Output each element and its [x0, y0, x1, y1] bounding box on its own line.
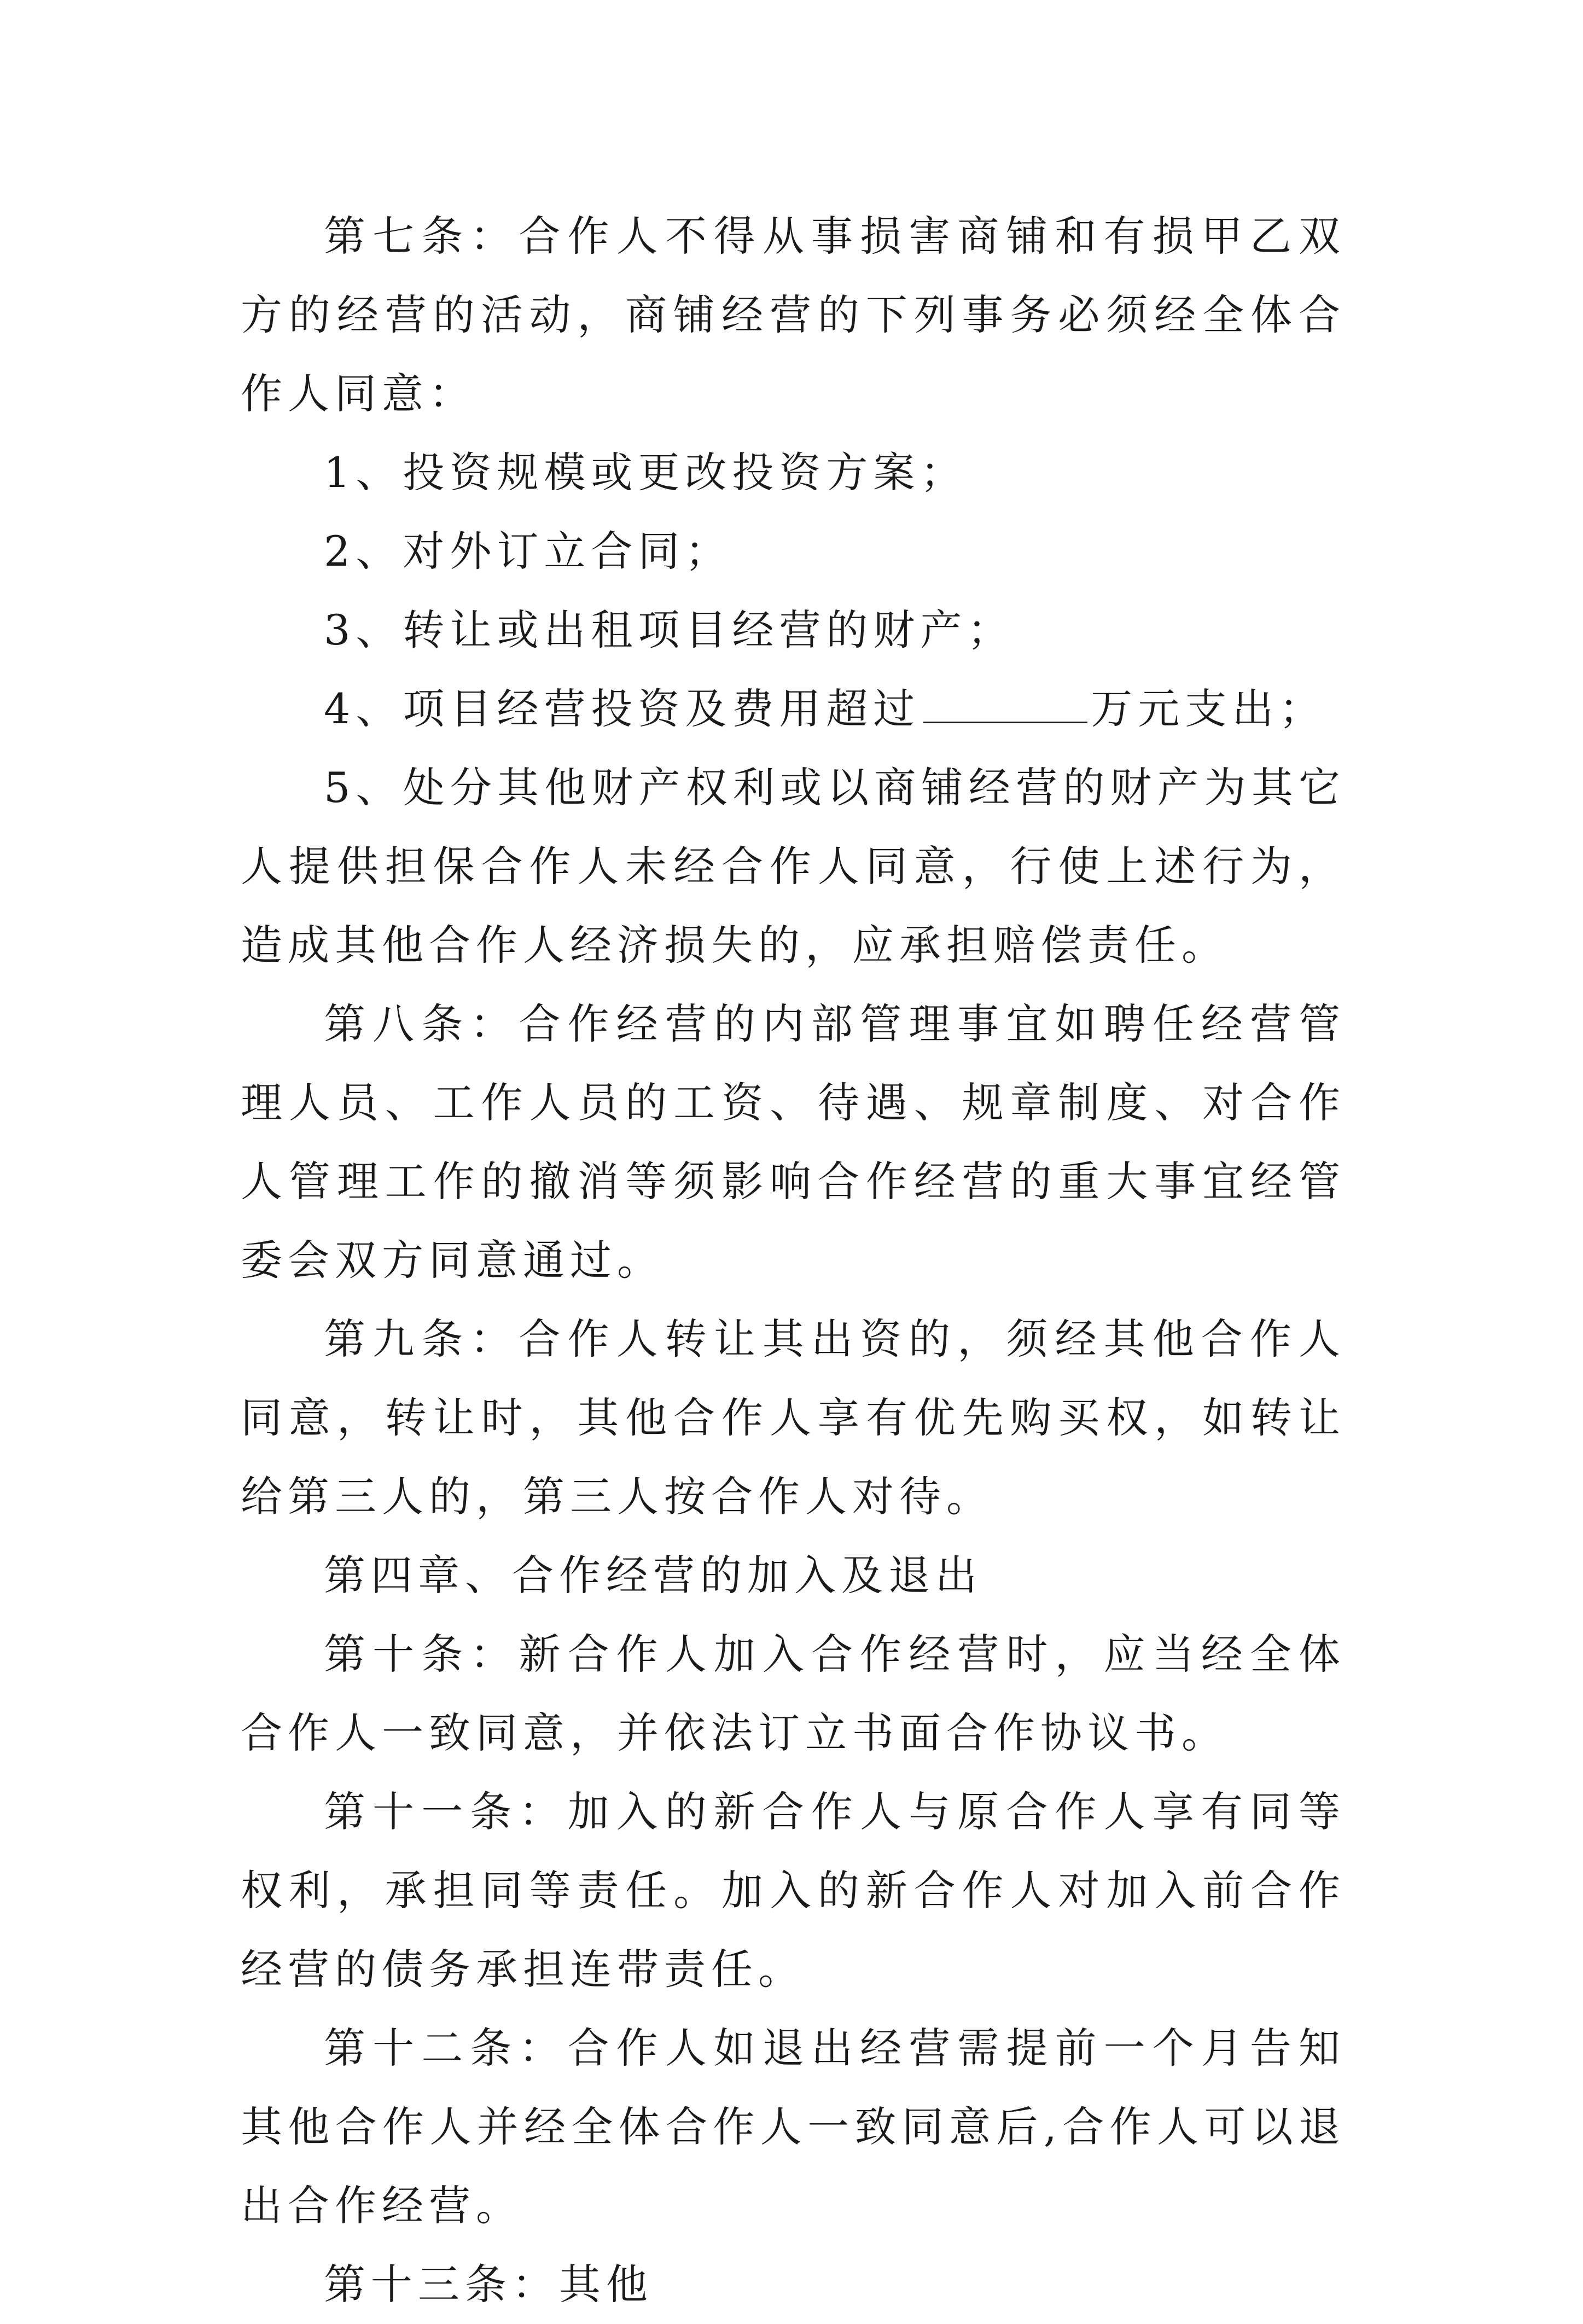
list-item-2: 2、对外订立合同；: [324, 527, 732, 576]
list-item-1: 1、投资规模或更改投资方案；: [324, 448, 968, 497]
article-13-paragraph: 第十三条：其他: [324, 2260, 653, 2309]
article-12-paragraph: 第十二条：合作人如退出经营需提前一个月告知其他合作人并经全体合作人一致同意后,合作人可以退出合作经营。: [241, 2024, 1346, 2230]
article-10-paragraph: 第十条：新合作人加入合作经营时，应当经全体合作人一致同意，并依法订立书面合作协议书。: [241, 1630, 1346, 1757]
article-8-paragraph: 第八条：合作经营的内部管理事宜如聘任经营管理人员、工作人员的工资、待遇、规章制度、对合作人管理工作的撤消等须影响合作经营的重大事宜经管委会双方同意通过。: [241, 1000, 1346, 1285]
list-item-4-text-after: 万元支出；: [1091, 684, 1326, 733]
amount-blank-line: [923, 685, 1087, 723]
list-item-3: 3、转让或出租项目经营的财产；: [324, 606, 1015, 654]
document-body: [241, 197, 1346, 2324]
list-item-4-text-before: 4、项目经营投资及费用超过: [324, 684, 921, 733]
article-9-paragraph: 第九条：合作人转让其出资的，须经其他合作人同意，转让时，其他合作人享有优先购买权，如转让给第三人的，第三人按合作人对待。: [241, 1315, 1346, 1521]
chapter-4-heading: 第四章、合作经营的加入及退出: [324, 1551, 982, 1600]
article-11-paragraph: 第十一条：加入的新合作人与原合作人享有同等权利，承担同等责任。加入的新合作人对加入前合作经营的债务承担连带责任。: [241, 1787, 1346, 1994]
list-item-5: 5、处分其他财产权利或以商铺经营的财产为其它人提供担保合作人未经合作人同意，行使上述行为，造成其他合作人经济损失的，应承担赔偿责任。: [241, 763, 1346, 969]
article-7-paragraph: 第七条：合作人不得从事损害商铺和有损甲乙双方的经营的活动，商铺经营的下列事务必须经全体合作人同意：: [241, 212, 1346, 418]
list-item-4: [241, 670, 1346, 748]
